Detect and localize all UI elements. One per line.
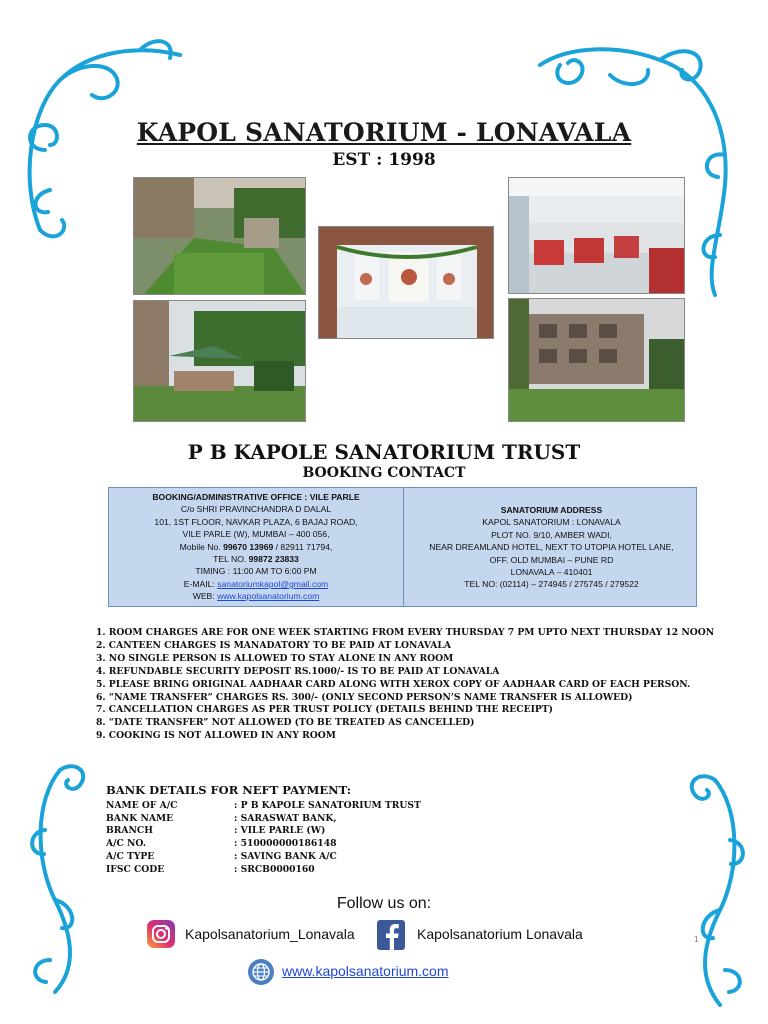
globe-icon (248, 959, 274, 985)
bank-row (106, 825, 421, 838)
bank-value: : SAVING BANK A/C (234, 850, 337, 862)
rule-item: 5. PLEASE BRING ORIGINAL AADHAAR CARD ALONG WITH XEROX COPY OF AADHAAR CARD OF EACH PERSON. (96, 678, 691, 690)
bank-details-table (106, 800, 421, 876)
facebook-handle[interactable]: Kapolsanatorium Lonavala (417, 926, 583, 942)
rule-item: 9. COOKING IS NOT ALLOWED IN ANY ROOM (96, 730, 336, 742)
bank-row (106, 800, 421, 813)
bank-row (106, 864, 421, 877)
sanatorium-line: PLOT NO. 9/10, AMBER WADI, (491, 529, 612, 540)
box-divider (403, 488, 404, 606)
bank-label: BANK NAME (106, 812, 174, 824)
bank-row (106, 851, 421, 864)
instagram-icon[interactable] (147, 920, 175, 948)
sanatorium-line: NEAR DREAMLAND HOTEL, NEXT TO UTOPIA HOTEL LANE, (429, 542, 674, 553)
rule-item: 1. ROOM CHARGES ARE FOR ONE WEEK STARTING FROM EVERY THURSDAY 7 PM UPTO NEXT THURSDAY 12 NOON (96, 627, 715, 638)
bank-details-title: BANK DETAILS FOR NEFT PAYMENT: (106, 783, 352, 797)
rule-item: 7. CANCELLATION CHARGES AS PER TRUST POLICY (DETAILS BEHIND THE RECEIPT) (96, 704, 554, 716)
sanatorium-tel: TEL NO: (02114) – 274945 / 275745 / 279522 (464, 579, 639, 590)
office-tel: TEL NO. 99872 23833 (213, 554, 299, 565)
rule-item: 4. REFUNDABLE SECURITY DEPOSIT RS.1000/- IS TO BE PAID AT LONAVALA (96, 665, 500, 677)
sanatorium-address-block (405, 504, 698, 591)
bank-value: : P B KAPOLE SANATORIUM TRUST (234, 800, 421, 811)
booking-contact-heading: BOOKING CONTACT (302, 465, 466, 481)
bank-value: : 510000000186148 (234, 838, 337, 850)
temple-shrine-photo (318, 226, 494, 339)
office-email: E-MAIL: sanatoriumkapol@gmail.com (183, 578, 329, 589)
follow-us-heading: Follow us on: (336, 895, 432, 912)
office-address-block (109, 491, 403, 603)
office-timing: TIMING : 11:00 AM TO 6:00 PM (195, 566, 317, 577)
garden-gazebo-photo (133, 300, 306, 422)
bank-value: : SARASWAT BANK, (234, 812, 337, 824)
website-link[interactable]: www.kapolsanatorium.com (217, 591, 320, 602)
page-title: KAPOL SANATORIUM - LONAVALA (136, 118, 632, 147)
page-number: 1 (694, 935, 699, 944)
sanatorium-line: OFF. OLD MUMBAI – PUNE RD (489, 554, 614, 565)
office-heading: BOOKING/ADMINISTRATIVE OFFICE : VILE PARLE (152, 492, 360, 502)
bottom-right-swirl-ornament (665, 770, 755, 1015)
office-line: C/o SHRI PRAVINCHANDRA D DALAL (180, 504, 332, 515)
building-exterior-photo (508, 298, 685, 422)
rule-item: 3. NO SINGLE PERSON IS ALLOWED TO STAY ALONE IN ANY ROOM (96, 652, 454, 664)
rule-item: 8. “DATE TRANSFER” NOT ALLOWED (TO BE TREATED AS CANCELLED) (96, 717, 475, 729)
sanatorium-line: KAPOL SANATORIUM : LONAVALA (482, 517, 621, 528)
bank-label: A/C NO. (106, 838, 147, 850)
bank-value: : SRCB0000160 (234, 863, 315, 875)
rules-list (96, 627, 736, 743)
office-mobile: Mobile No. 99670 13969 / 82911 71794, (179, 541, 333, 552)
dining-hall-photo (508, 177, 685, 294)
garden-terrace-photo (133, 177, 306, 295)
email-link[interactable]: sanatoriumkapol@gmail.com (217, 578, 329, 589)
bank-label: NAME OF A/C (106, 800, 178, 811)
bank-row (106, 838, 421, 851)
office-web: WEB: www.kapolsanatorium.com (192, 591, 320, 602)
sanatorium-line: LONAVALA – 410401 (510, 567, 593, 578)
bank-label: BRANCH (106, 825, 153, 837)
rule-item: 6. “NAME TRANSFER” CHARGES RS. 300/- (ONLY SECOND PERSON’S NAME TRANSFER IS ALLOWED) (96, 691, 633, 703)
instagram-handle[interactable]: Kapolsanatorium_Lonavala (185, 926, 355, 942)
footer-website-link[interactable]: www.kapolsanatorium.com (282, 963, 449, 979)
sanatorium-heading: SANATORIUM ADDRESS (500, 505, 603, 515)
bank-label: A/C TYPE (106, 850, 155, 862)
contact-box (108, 487, 697, 607)
bank-label: IFSC CODE (106, 863, 165, 875)
trust-name: P B KAPOLE SANATORIUM TRUST (187, 440, 581, 464)
bank-row (106, 813, 421, 826)
bank-value: : VILE PARLE (W) (234, 825, 326, 837)
bottom-left-swirl-ornament (20, 760, 110, 1000)
facebook-icon[interactable] (377, 920, 405, 950)
rule-item: 2. CANTEEN CHARGES IS MANADATORY TO BE PAID AT LONAVALA (96, 639, 451, 651)
office-line: VILE PARLE (W), MUMBAI – 400 056, (182, 529, 330, 540)
office-line: 101, 1ST FLOOR, NAVKAR PLAZA, 6 BAJAJ ROAD, (154, 516, 358, 527)
established-year: EST : 1998 (332, 150, 436, 170)
